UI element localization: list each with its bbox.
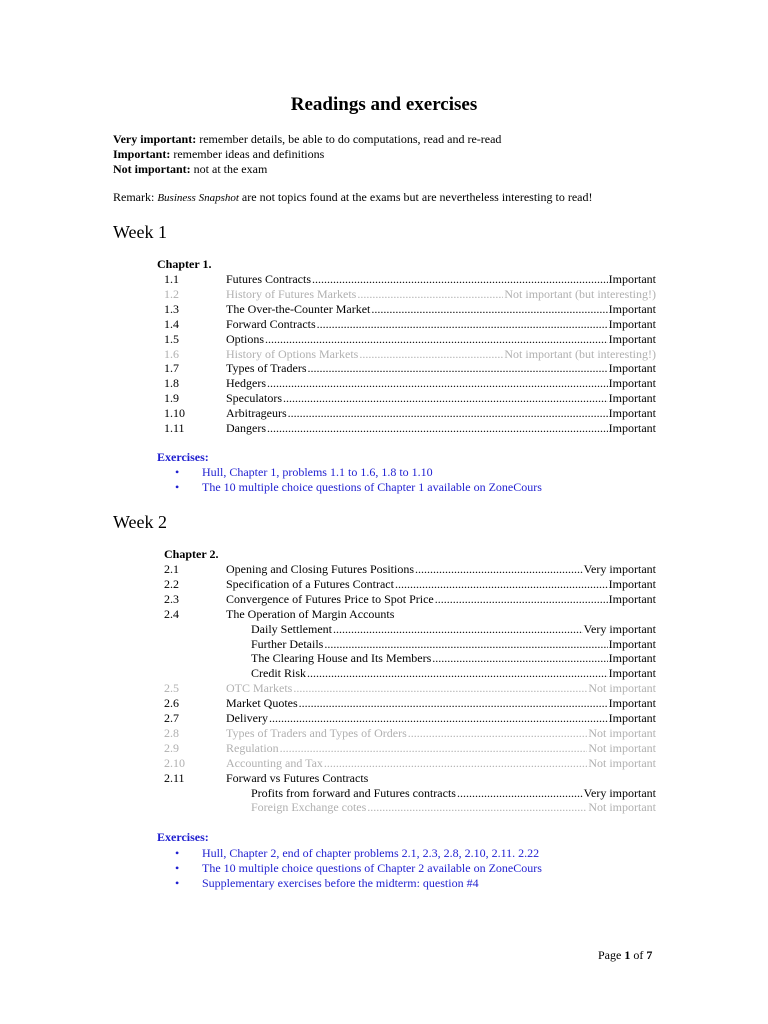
dot-leader (307, 666, 608, 681)
week-2-heading: Week 2 (113, 512, 168, 532)
section-entry (226, 726, 656, 741)
section-title: Credit Risk (251, 666, 307, 681)
table-row (164, 317, 656, 332)
importance-level: Important (608, 421, 656, 435)
importance-level: Important (608, 272, 656, 286)
section-title: Further Details (251, 636, 324, 651)
table-row (164, 562, 656, 577)
section-title: History of Futures Markets (226, 286, 357, 301)
section-entry (226, 711, 656, 726)
section-title: Arbitrageurs (226, 406, 287, 421)
section-number: 1.9 (164, 391, 179, 406)
list-item: • The 10 multiple choice questions of Chapter 2 available on ZoneCours (175, 861, 542, 875)
dot-leader (265, 332, 608, 347)
dot-leader (415, 562, 583, 577)
section-number: 1.11 (164, 421, 185, 435)
section-entry (226, 696, 656, 711)
dot-leader (267, 421, 608, 436)
table-row (164, 756, 656, 771)
dot-leader (288, 406, 608, 421)
section-number: 2.4 (164, 606, 179, 621)
table-row (164, 726, 656, 741)
importance-level: Very important (583, 562, 656, 576)
section-entry (226, 741, 656, 756)
list-item: • The 10 multiple choice questions of Chapter 1 available on ZoneCours (175, 480, 542, 494)
section-number: 2.9 (164, 740, 179, 755)
importance-level: Not important (588, 725, 656, 740)
section-title: Market Quotes (226, 696, 298, 711)
importance-level: Important (608, 361, 656, 376)
dot-leader (280, 741, 588, 756)
table-row (164, 421, 656, 436)
importance-level: Important (608, 696, 656, 711)
importance-level: Important (608, 316, 656, 331)
table-row (164, 347, 656, 362)
section-number: 1.3 (164, 301, 179, 316)
section-entry (251, 800, 656, 815)
section-entry (226, 681, 656, 696)
section-title: Speculators (226, 391, 282, 406)
section-entry (251, 651, 656, 666)
importance-level: Not important (588, 681, 656, 696)
dot-leader (293, 681, 587, 696)
section-number: 1.8 (164, 376, 179, 391)
list-item: • Hull, Chapter 2, end of chapter problems 2.1, 2.3, 2.8, 2.10, 2.11. 2.22 (175, 846, 540, 860)
section-entry (226, 406, 656, 421)
legend-very-important: Very important: remember details, be able to do computations, read and re-read (113, 132, 502, 146)
section-title: Profits from forward and Futures contracts (251, 785, 456, 800)
section-entry (226, 421, 656, 436)
section-number: 1.2 (164, 286, 179, 301)
section-entry (226, 391, 656, 406)
importance-level: Not important (588, 740, 656, 755)
section-title: Accounting and Tax (226, 755, 323, 770)
section-entry (251, 622, 656, 637)
section-entry (226, 302, 656, 317)
section-title: The Over-the-Counter Market (226, 301, 371, 316)
dot-leader (269, 711, 608, 726)
importance-level: Very important (583, 785, 656, 800)
section-entry (226, 771, 656, 786)
section-entry (226, 376, 656, 391)
table-row (164, 376, 656, 391)
section-title: History of Options Markets (226, 346, 359, 361)
table-row (164, 696, 656, 711)
importance-level: Not important (but interesting!) (504, 346, 656, 361)
importance-level: Important (608, 666, 656, 681)
section-number: 1.1 (164, 272, 179, 286)
section-number: 2.3 (164, 591, 179, 606)
legend-not-important: Not important: not at the exam (113, 162, 268, 176)
section-title: Hedgers (226, 376, 266, 391)
importance-level: Important (608, 651, 656, 666)
dot-leader (371, 302, 607, 317)
table-row (164, 287, 656, 302)
dot-leader (317, 317, 608, 332)
table-row (164, 637, 656, 652)
section-number: 2.7 (164, 711, 179, 725)
table-row (164, 786, 656, 801)
section-number: 2.8 (164, 725, 179, 740)
section-entry (226, 332, 656, 347)
importance-level: Important (608, 711, 656, 725)
section-number: 1.10 (164, 406, 185, 421)
remark: Remark: Business Snapshot are not topics found at the exams but are nevertheless interesting to read! (113, 190, 593, 204)
section-title: Types of Traders and Types of Orders (226, 725, 407, 740)
section-number: 2.10 (164, 755, 185, 770)
week-1-exercises-list (175, 465, 542, 495)
section-entry (251, 786, 656, 801)
table-row (164, 771, 656, 786)
dot-leader (324, 756, 587, 771)
section-entry (226, 347, 656, 362)
dot-leader (324, 637, 607, 652)
chapter-1-heading: Chapter 1. (157, 257, 212, 271)
table-row (164, 406, 656, 421)
dot-leader (333, 622, 583, 637)
dot-leader (357, 287, 503, 302)
week-1-exercises-heading: Exercises: (157, 450, 209, 464)
importance-level: Important (608, 591, 656, 606)
importance-level: Important (608, 636, 656, 651)
section-title: The Operation of Margin Accounts (226, 606, 395, 621)
section-title: Types of Traders (226, 361, 307, 376)
importance-level: Not important (588, 800, 656, 815)
table-row (164, 651, 656, 666)
section-number: 1.4 (164, 316, 179, 331)
table-row (164, 666, 656, 681)
section-entry (251, 666, 656, 681)
importance-level: Important (608, 301, 656, 316)
importance-level: Important (608, 576, 656, 591)
table-row (164, 622, 656, 637)
importance-level: Important (608, 406, 656, 421)
table-row (164, 592, 656, 607)
section-title: Daily Settlement (251, 621, 332, 636)
section-entry (226, 592, 656, 607)
page-number: Page 1 of 7 (598, 948, 653, 962)
table-row (164, 302, 656, 317)
section-title: OTC Markets (226, 681, 293, 696)
section-number: 2.2 (164, 576, 179, 591)
section-number: 2.1 (164, 562, 179, 576)
section-title: Forward Contracts (226, 316, 316, 331)
dot-leader (299, 696, 608, 711)
week-2-exercises-list (175, 846, 542, 891)
table-row (164, 800, 656, 815)
table-row (164, 391, 656, 406)
section-title: Delivery (226, 711, 268, 725)
section-number: 1.7 (164, 361, 179, 376)
dot-leader (395, 577, 608, 592)
section-entry (226, 607, 656, 622)
section-title: Dangers (226, 421, 266, 435)
table-row (164, 681, 656, 696)
dot-leader (432, 651, 607, 666)
table-row (164, 607, 656, 622)
importance-level: Not important (588, 755, 656, 770)
importance-legend (113, 132, 501, 177)
section-entry (226, 287, 656, 302)
dot-leader (367, 800, 587, 815)
section-title: Futures Contracts (226, 272, 311, 286)
section-number: 1.5 (164, 331, 179, 346)
section-title: Forward vs Futures Contracts (226, 770, 369, 785)
section-entry (226, 756, 656, 771)
section-title: Opening and Closing Futures Positions (226, 562, 415, 576)
dot-leader (267, 376, 608, 391)
dot-leader (308, 361, 608, 376)
table-row (164, 741, 656, 756)
week-2-exercises-heading: Exercises: (157, 830, 209, 844)
section-title: The Clearing House and Its Members (251, 651, 432, 666)
importance-level: Very important (583, 621, 656, 636)
dot-leader (283, 391, 608, 406)
chapter-2-heading: Chapter 2. (164, 547, 219, 561)
section-entry (251, 637, 656, 652)
importance-level: Important (608, 391, 656, 406)
table-row (164, 361, 656, 376)
dot-leader (435, 592, 608, 607)
legend-important: Important: remember ideas and definitions (113, 147, 325, 161)
section-title: Specification of a Futures Contract (226, 576, 394, 591)
section-number: 2.6 (164, 696, 179, 711)
section-number: 2.5 (164, 681, 179, 696)
section-title: Options (226, 331, 265, 346)
table-row (164, 577, 656, 592)
section-entry (226, 317, 656, 332)
dot-leader (312, 272, 608, 287)
section-title: Regulation (226, 740, 279, 755)
section-number: 2.11 (164, 770, 185, 785)
table-row (164, 272, 656, 287)
week-1-heading: Week 1 (113, 222, 168, 242)
dot-leader (359, 347, 503, 362)
section-title: Foreign Exchange cotes (251, 800, 367, 815)
table-row (164, 332, 656, 347)
importance-level: Important (608, 376, 656, 391)
page-title: Readings and exercises (290, 94, 478, 115)
section-title: Convergence of Futures Price to Spot Price (226, 591, 434, 606)
dot-leader (408, 726, 588, 741)
section-entry (226, 577, 656, 592)
section-entry (226, 562, 656, 577)
list-item: • Supplementary exercises before the midterm: question #4 (175, 876, 479, 890)
importance-level: Important (608, 331, 656, 346)
dot-leader (457, 786, 583, 801)
list-item: • Hull, Chapter 1, problems 1.1 to 1.6, 1.8 to 1.10 (175, 465, 433, 479)
section-entry (226, 361, 656, 376)
section-number: 1.6 (164, 346, 179, 361)
table-row (164, 711, 656, 726)
section-entry (226, 272, 656, 287)
importance-level: Not important (but interesting!) (504, 286, 656, 301)
